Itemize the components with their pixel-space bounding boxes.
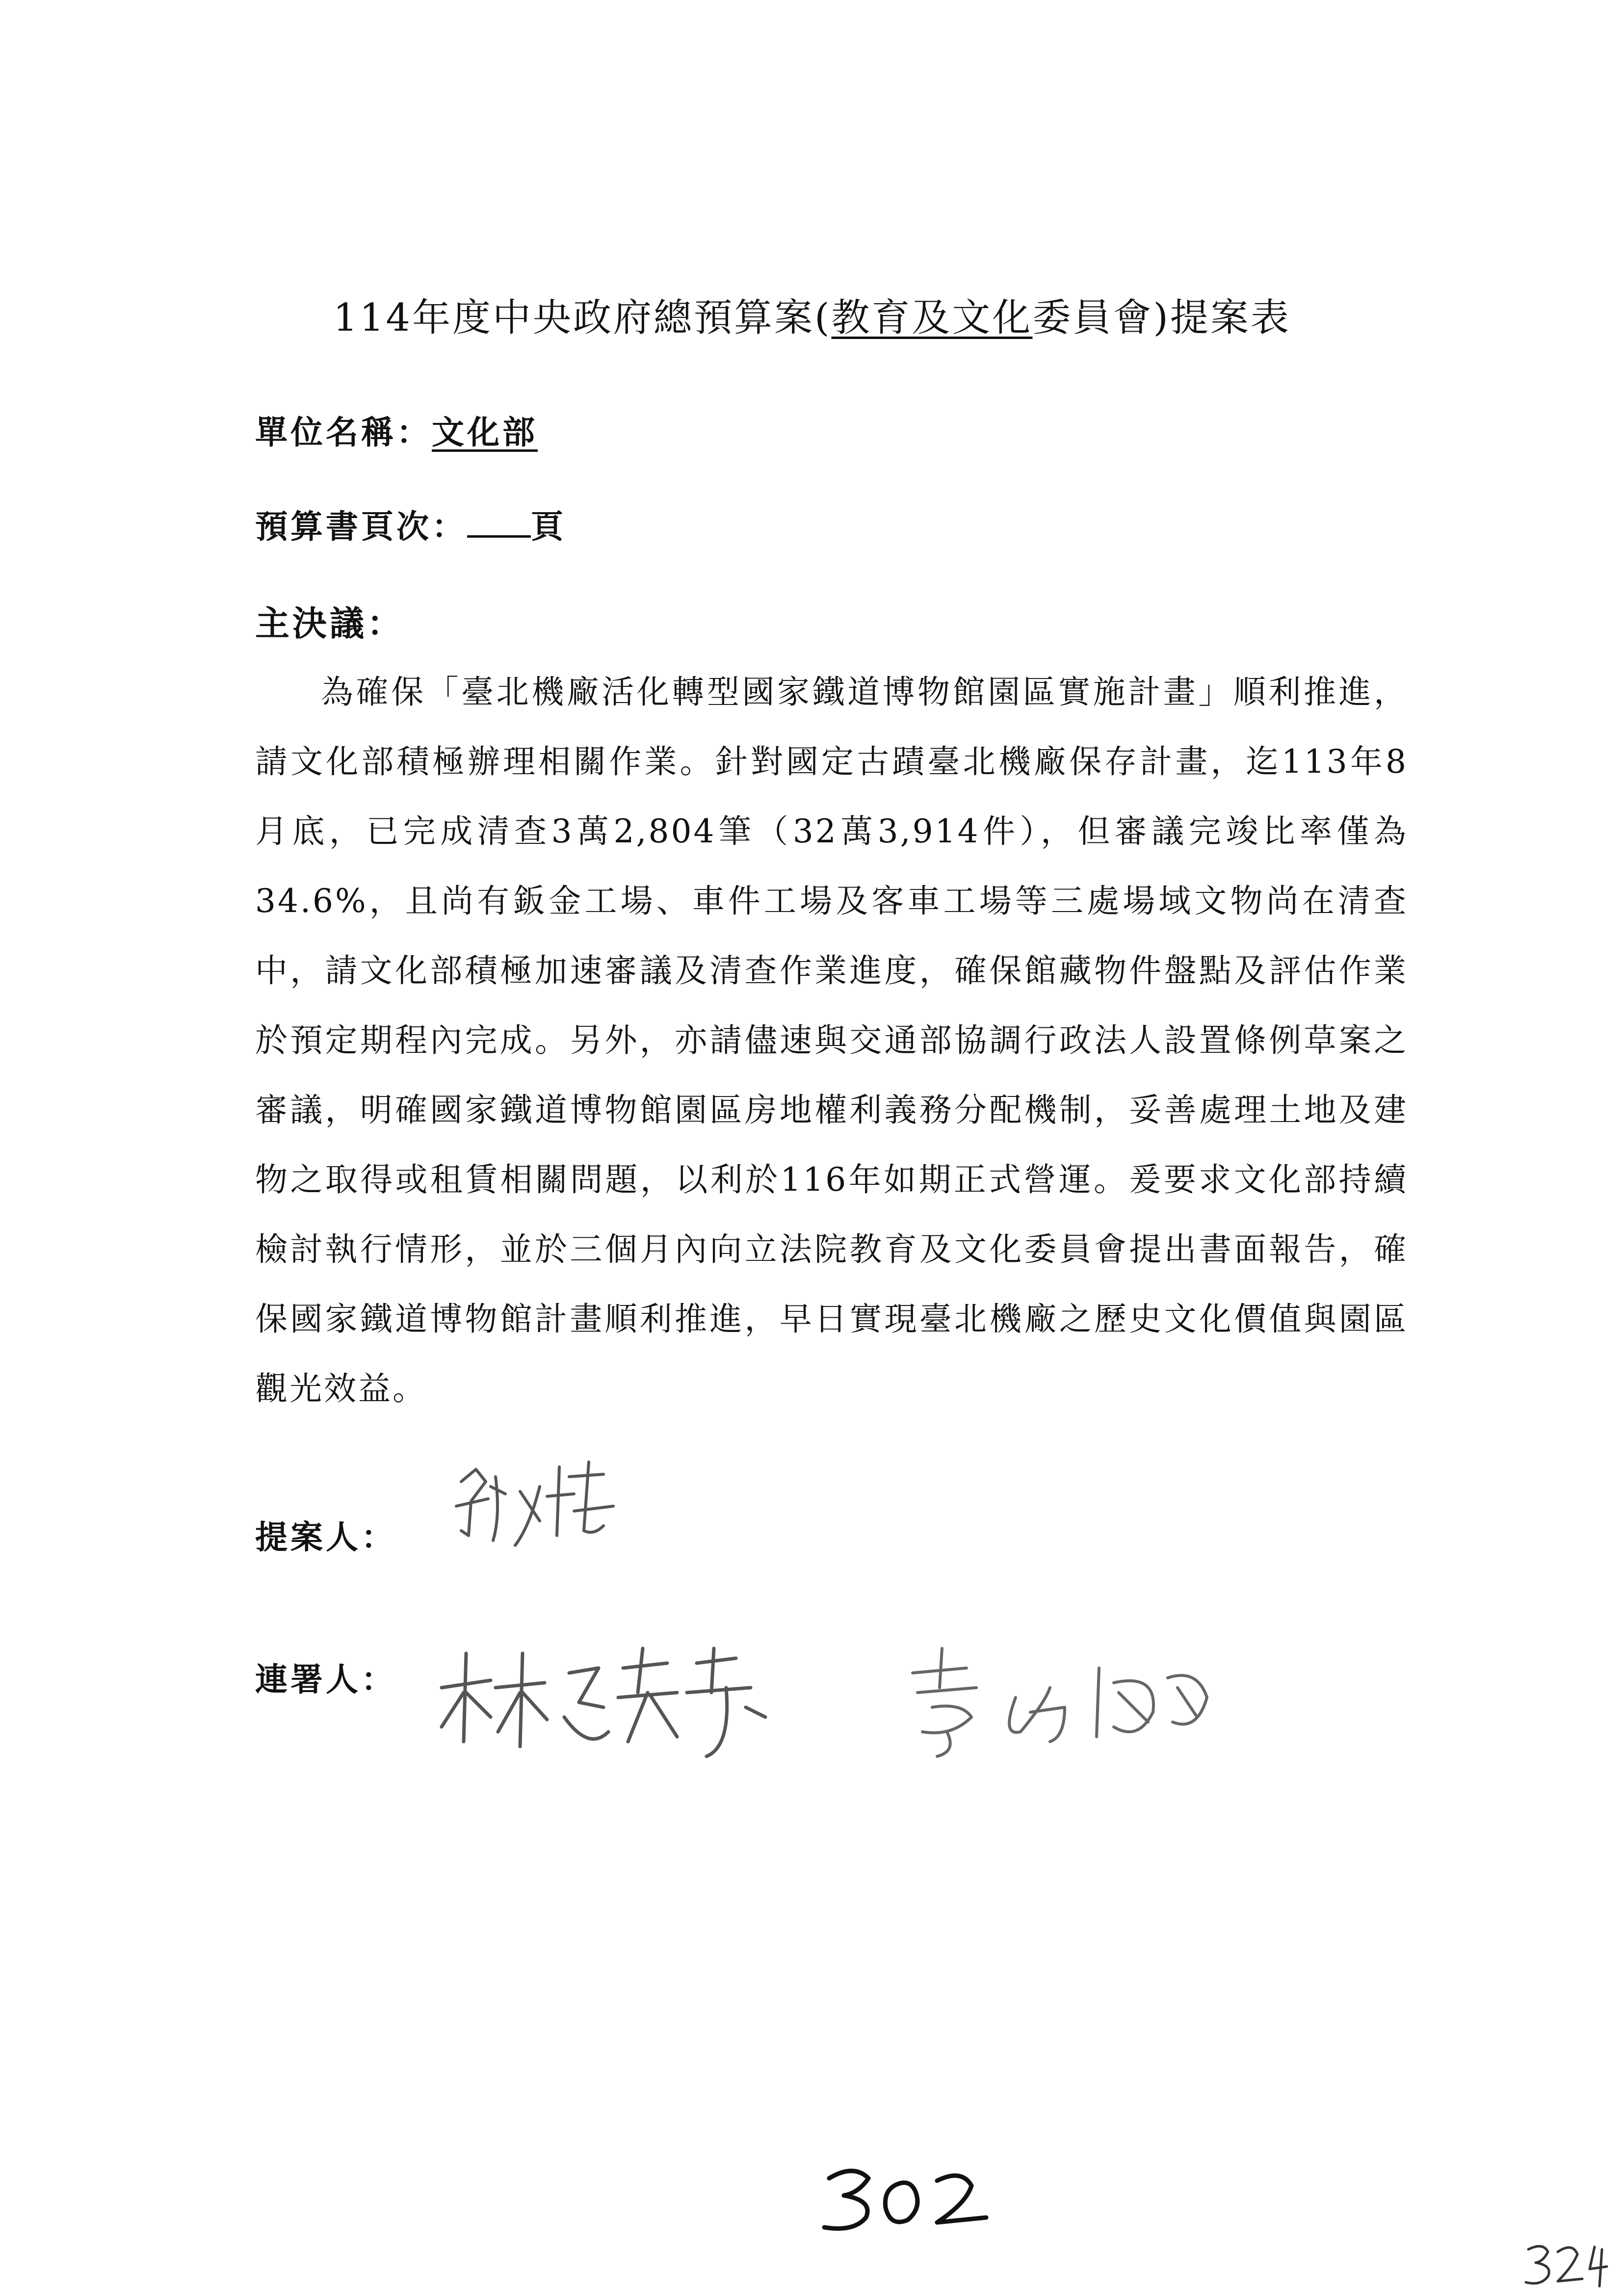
- title-committee: 教育及文化: [831, 296, 1033, 340]
- cosigners-label: 連署人：: [255, 1661, 396, 1698]
- title-prefix: 114年度中央政府總預算案(: [333, 296, 832, 340]
- corner-page-number: [1521, 2237, 1619, 2291]
- cosigner-signature-1: [432, 1634, 824, 1781]
- budget-page-label: 預算書頁次：: [255, 508, 467, 546]
- corner-page-number-text: 321: [1521, 2237, 1522, 2238]
- title-suffix: 委員會)提案表: [1032, 296, 1291, 340]
- resolution-label: 主決議：: [255, 603, 404, 644]
- budget-page-blank: [467, 511, 531, 538]
- budget-page-suffix: 頁: [531, 508, 566, 546]
- document-title: [0, 287, 1624, 342]
- proposer-label: 提案人：: [255, 1518, 396, 1556]
- resolution-text: 為確保「臺北機廠活化轉型國家鐵道博物館園區實施計畫」順利推進，請文化部積極辦理相關作業。針對國定古蹟臺北機廠保存計畫，迄113年8月底，已完成清查3萬2,804筆（32萬3,914件），但審議完竣比率僅為 34.6%，且尚有鈑金工場、車件工場及客車工場等三處場域文物尚在清查中，請文化部積極加速審議及清查作業進度，確保館藏物件盤點及評估作業於預定期程內完成。另外，亦請儘速與交通部協調行政法人設置條例草案之審議，明確國家鐵道博物館園區房地權利義務分配機制，妥善處理土地及建物之取得或租賃相關問題，以利於116年如期正式營運。爰要求文化部持續檢討執行情形，並於三個月內向立法院教育及文化委員會提出書面報告，確保國家鐵道博物館計畫順利推進，早日實現臺北機廠之歷史文化價值與園區觀光效益。: [255, 673, 1408, 1408]
- handwritten-page-number: [814, 2154, 1001, 2237]
- unit-label: 單位名稱：: [255, 414, 432, 451]
- budget-page-row: [255, 500, 566, 547]
- cosigner-signature-2: [903, 1639, 1236, 1766]
- unit-value: 文化部: [432, 414, 538, 451]
- proposer-signature: [442, 1447, 648, 1560]
- unit-row: [255, 406, 538, 453]
